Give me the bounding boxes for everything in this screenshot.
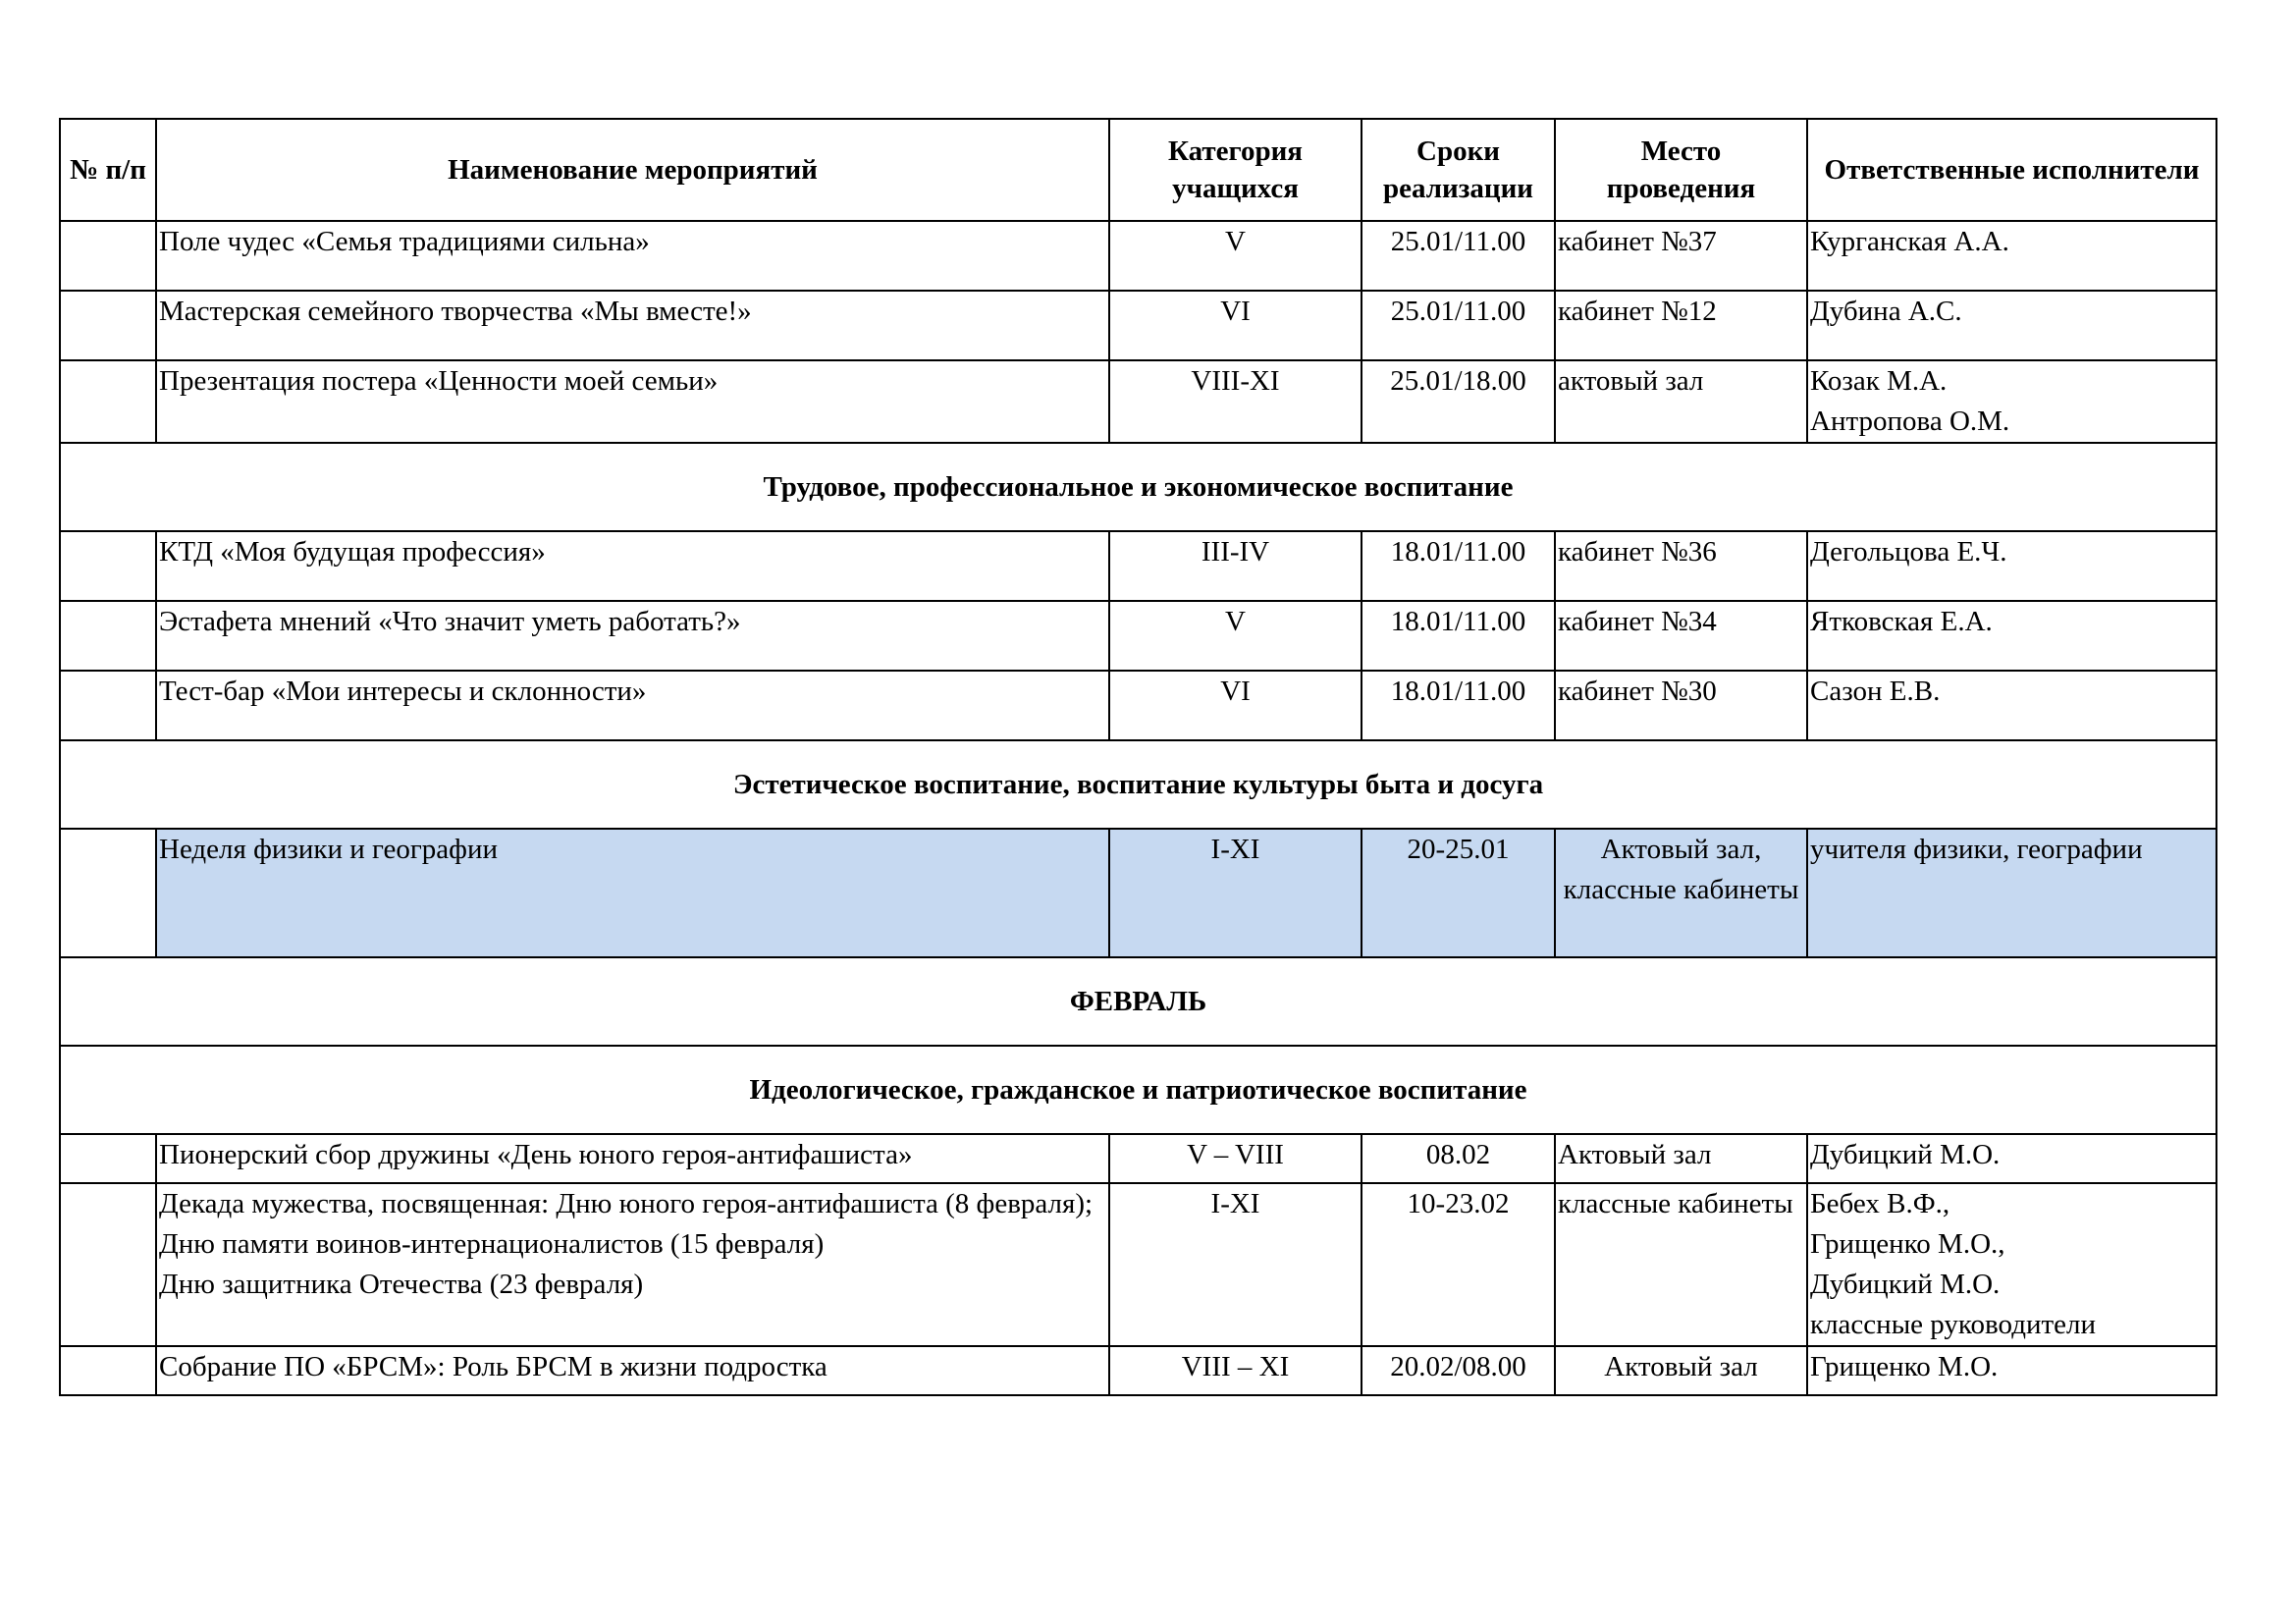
table-header-row <box>60 119 2216 221</box>
event-category: V <box>1109 601 1362 671</box>
section-row-ideological <box>60 1046 2216 1134</box>
event-dates: 25.01/11.00 <box>1362 291 1555 360</box>
event-dates: 25.01/11.00 <box>1362 221 1555 291</box>
row-num <box>60 1346 156 1395</box>
event-place: кабинет №37 <box>1555 221 1807 291</box>
event-place: классные кабинеты <box>1555 1183 1807 1346</box>
header-place <box>1555 119 1807 221</box>
event-dates: 20.02/08.00 <box>1362 1346 1555 1395</box>
event-dates: 08.02 <box>1362 1134 1555 1183</box>
header-category <box>1109 119 1362 221</box>
event-name: Тест-бар «Мои интересы и склонности» <box>156 671 1109 740</box>
event-name: Презентация постера «Ценности моей семьи» <box>156 360 1109 443</box>
row-num <box>60 291 156 360</box>
event-responsible: Грищенко М.О. <box>1807 1346 2216 1395</box>
event-place: Актовый зал <box>1555 1134 1807 1183</box>
header-place-line2: проведения <box>1606 173 1756 204</box>
table-row <box>60 360 2216 443</box>
section-title-ideological: Идеологическое, гражданское и патриотическое воспитание <box>60 1046 2216 1134</box>
row-num <box>60 221 156 291</box>
event-place <box>1555 829 1807 957</box>
header-dates-line1: Сроки <box>1416 135 1500 167</box>
header-category-line1: Категория <box>1168 135 1303 167</box>
table-row <box>60 1183 2216 1346</box>
event-dates: 18.01/11.00 <box>1362 601 1555 671</box>
event-place: кабинет №12 <box>1555 291 1807 360</box>
responsible-person: Дубицкий М.О. <box>1810 1269 2001 1300</box>
event-responsible: Дубина А.С. <box>1807 291 2216 360</box>
responsible-person: Бебех В.Ф., <box>1810 1188 1950 1219</box>
event-name-line1: Декада мужества, посвященная: Дню юного героя-антифашиста (8 февраля); <box>159 1188 1094 1219</box>
event-responsible: Ятковская Е.А. <box>1807 601 2216 671</box>
event-name: Мастерская семейного творчества «Мы вместе!» <box>156 291 1109 360</box>
header-name: Наименование мероприятий <box>156 119 1109 221</box>
table-row <box>60 601 2216 671</box>
event-dates: 25.01/18.00 <box>1362 360 1555 443</box>
events-plan-table <box>59 118 2217 1396</box>
event-category: VIII-XI <box>1109 360 1362 443</box>
event-dates: 10-23.02 <box>1362 1183 1555 1346</box>
section-row-labor <box>60 443 2216 531</box>
responsible-person: Грищенко М.О., <box>1810 1228 2005 1260</box>
row-num <box>60 1183 156 1346</box>
event-place: кабинет №36 <box>1555 531 1807 601</box>
table-row-highlighted <box>60 829 2216 957</box>
event-responsible: Сазон Е.В. <box>1807 671 2216 740</box>
event-name-line3: Дню защитника Отечества (23 февраля) <box>159 1269 644 1300</box>
section-row-aesthetic <box>60 740 2216 829</box>
header-num: № п/п <box>60 119 156 221</box>
event-place: Актовый зал <box>1555 1346 1807 1395</box>
row-num <box>60 531 156 601</box>
event-responsible <box>1807 360 2216 443</box>
table-row <box>60 671 2216 740</box>
event-name: Эстафета мнений «Что значит уметь работать?» <box>156 601 1109 671</box>
event-category: VIII – XI <box>1109 1346 1362 1395</box>
event-name: Пионерский сбор дружины «День юного героя-антифашиста» <box>156 1134 1109 1183</box>
event-place: кабинет №30 <box>1555 671 1807 740</box>
event-place: кабинет №34 <box>1555 601 1807 671</box>
table-row <box>60 1134 2216 1183</box>
event-dates: 18.01/11.00 <box>1362 671 1555 740</box>
event-responsible: Курганская А.А. <box>1807 221 2216 291</box>
month-row-february <box>60 957 2216 1046</box>
event-dates: 20-25.01 <box>1362 829 1555 957</box>
event-category: I-XI <box>1109 1183 1362 1346</box>
table-row <box>60 221 2216 291</box>
responsible-person: Антропова О.М. <box>1810 406 2010 437</box>
row-num <box>60 601 156 671</box>
table-row <box>60 531 2216 601</box>
section-title-labor: Трудовое, профессиональное и экономическое воспитание <box>60 443 2216 531</box>
event-category: VI <box>1109 291 1362 360</box>
row-num <box>60 360 156 443</box>
event-name: Неделя физики и географии <box>156 829 1109 957</box>
section-title-aesthetic: Эстетическое воспитание, воспитание культуры быта и досуга <box>60 740 2216 829</box>
event-place: актовый зал <box>1555 360 1807 443</box>
table-row <box>60 1346 2216 1395</box>
responsible-person: классные руководители <box>1810 1309 2097 1340</box>
event-name: КТД «Моя будущая профессия» <box>156 531 1109 601</box>
header-place-line1: Место <box>1640 135 1722 167</box>
header-responsible: Ответственные исполнители <box>1807 119 2216 221</box>
event-place-line2: классные кабинеты <box>1563 874 1799 905</box>
responsible-person: Козак М.А. <box>1810 365 1948 397</box>
event-category: V <box>1109 221 1362 291</box>
event-dates: 18.01/11.00 <box>1362 531 1555 601</box>
month-title-february: ФЕВРАЛЬ <box>60 957 2216 1046</box>
event-responsible: Дегольцова Е.Ч. <box>1807 531 2216 601</box>
table-row <box>60 291 2216 360</box>
header-dates <box>1362 119 1555 221</box>
event-name-line2: Дню памяти воинов-интернационалистов (15 февраля) <box>159 1228 825 1260</box>
event-responsible <box>1807 1183 2216 1346</box>
header-dates-line2: реализации <box>1382 173 1533 204</box>
header-category-line2: учащихся <box>1172 173 1299 204</box>
row-num <box>60 829 156 957</box>
row-num <box>60 671 156 740</box>
event-category: VI <box>1109 671 1362 740</box>
event-category: III-IV <box>1109 531 1362 601</box>
event-category: I-XI <box>1109 829 1362 957</box>
event-responsible: Дубицкий М.О. <box>1807 1134 2216 1183</box>
event-name <box>156 1183 1109 1346</box>
row-num <box>60 1134 156 1183</box>
event-place-line1: Актовый зал, <box>1600 834 1762 865</box>
event-responsible: учителя физики, географии <box>1807 829 2216 957</box>
event-name: Поле чудес «Семья традициями сильна» <box>156 221 1109 291</box>
event-category: V – VIII <box>1109 1134 1362 1183</box>
event-name: Собрание ПО «БРСМ»: Роль БРСМ в жизни подростка <box>156 1346 1109 1395</box>
